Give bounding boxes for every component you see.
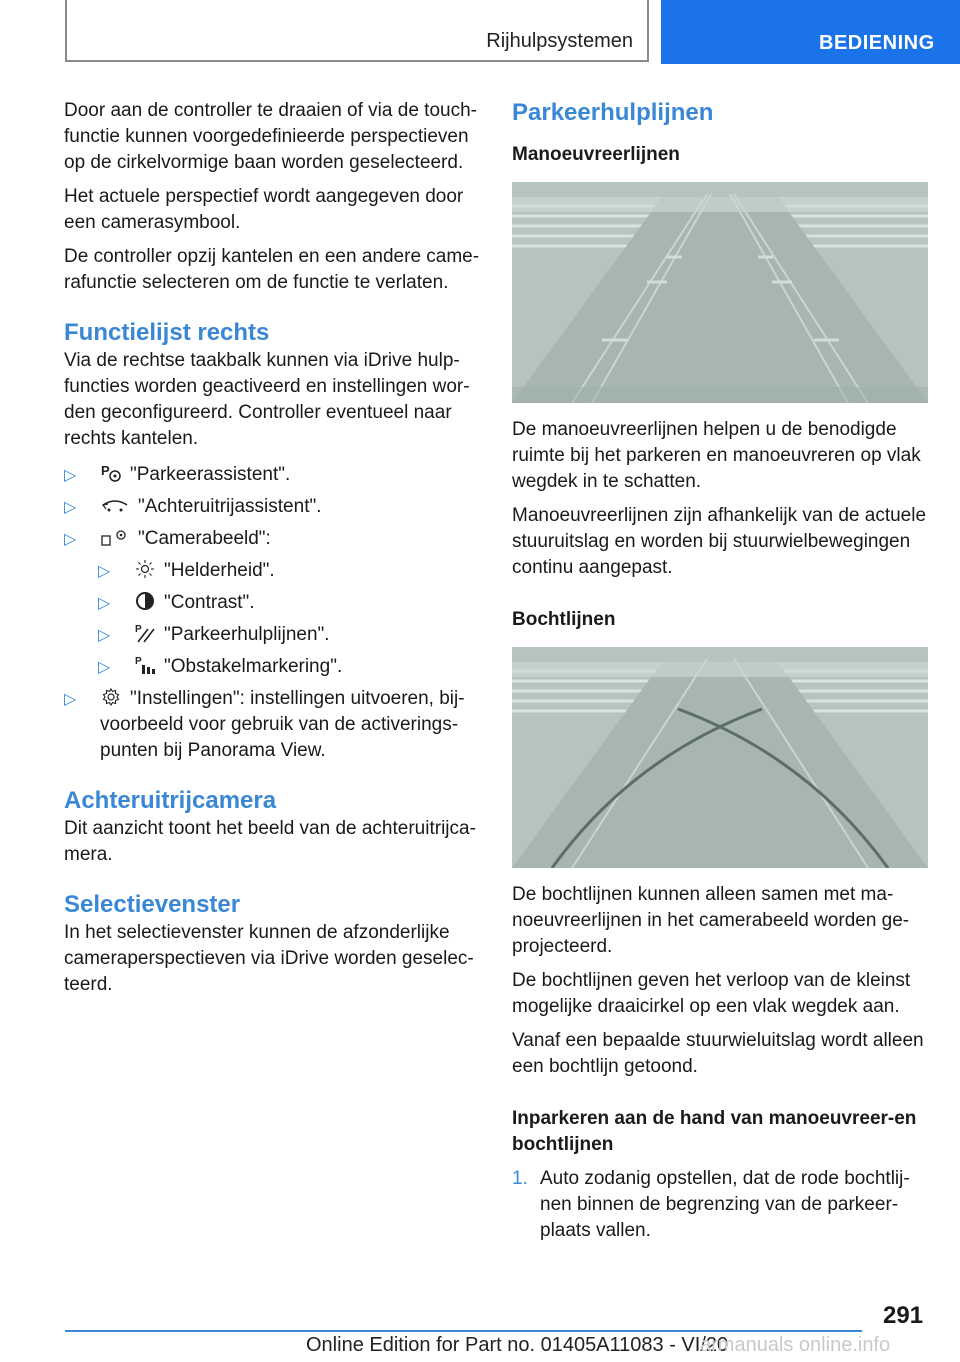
- parking-assistant-icon: [100, 463, 122, 483]
- manoeuvre-lines-illustration: [512, 182, 928, 403]
- heading-selectievenster: Selectievenster: [64, 891, 241, 918]
- heading-inparkeren: Inparkeren aan de hand van manoeuvreer-en bochtlijnen: [512, 1108, 917, 1155]
- curve-lines-illustration: [512, 647, 928, 868]
- intro-paragraph: Het actuele perspectief wordt aangegeven door een camerasymbool.: [64, 186, 464, 233]
- svg-text:P: P: [101, 463, 110, 478]
- camera-paragraph: Dit aanzicht toont het beeld van de achteruitrijca-mera.: [64, 818, 476, 865]
- list-item: [64, 494, 484, 520]
- header-chapter-tab: [661, 0, 960, 64]
- gear-icon: [100, 687, 122, 707]
- bullet-marker: ▷: [64, 467, 77, 484]
- camera-view-icon: [100, 527, 130, 547]
- bullet-marker: ▷: [98, 595, 111, 612]
- step-text: Auto zodanig opstellen, dat de rode bochtlij-nen binnen de begrenzing van de parkeer-plaats vallen.: [540, 1168, 910, 1241]
- obstacle-marking-icon: [134, 655, 156, 675]
- list-item: [64, 526, 484, 552]
- bullet-marker: ▷: [98, 563, 111, 580]
- bocht-paragraph: Vanaf een bepaalde stuurwieluitslag wordt alleen een bochtlijn getoond.: [512, 1030, 924, 1077]
- heading-manoeuvreerlijnen: Manoeuvreerlijnen: [512, 144, 680, 165]
- bullet-marker: ▷: [64, 499, 77, 516]
- list-item: [98, 590, 484, 616]
- list-item: [98, 622, 484, 648]
- footer-divider: [65, 1330, 862, 1332]
- manoeuvre-paragraph: Manoeuvreerlijnen zijn afhankelijk van de actuele stuuruitslag en worden bij stuurwielbewegingen continu aangepast.: [512, 505, 927, 578]
- list-item: [64, 686, 484, 764]
- list-item-text: "Parkeerhulplijnen".: [164, 624, 330, 645]
- heading-functielijst: Functielijst rechts: [64, 319, 270, 346]
- heading-achteruitrijcamera: Achteruitrijcamera: [64, 787, 277, 814]
- list-item-text: "Instellingen": instellingen uitvoeren, bij-voorbeeld voor gebruik van de activerings-punten bij Panorama View.: [100, 688, 465, 761]
- brightness-icon: [134, 559, 156, 579]
- heading-parkeerhulplijnen: Parkeerhulplijnen: [512, 99, 714, 126]
- header-chapter-title: BEDIENING: [819, 32, 935, 54]
- bullet-marker: ▷: [64, 691, 77, 708]
- select-paragraph: In het selectievenster kunnen de afzonderlijke cameraperspectieven via iDrive worden geselec-teerd.: [64, 922, 474, 995]
- functielijst-paragraph: Via de rechtse taakbalk kunnen via iDrive hulp-functies worden geactiveerd en instellingen wor-den geconfigureerd. Controller eventueel naar rechts kantelen.: [64, 350, 470, 449]
- bocht-paragraph: De bochtlijnen kunnen alleen samen met ma-noeuvreerlijnen in het camerabeeld worden ge-projecteerd.: [512, 884, 910, 957]
- svg-text:P: P: [135, 624, 142, 635]
- bullet-marker: ▷: [98, 659, 111, 676]
- list-item: [98, 654, 484, 680]
- footer-edition: Online Edition for Part no. 01405A11083 - VI/20: [306, 1334, 729, 1356]
- intro-paragraph: De controller opzij kantelen en een andere came-rafunctie selecteren om de functie te verlaten.: [64, 246, 480, 293]
- list-item: [98, 558, 484, 584]
- step-item: [512, 1166, 932, 1244]
- bullet-marker: ▷: [98, 627, 111, 644]
- watermark: armanuals online.info: [700, 1334, 891, 1356]
- header-section-title: Rijhulpsystemen: [486, 30, 633, 52]
- heading-bochtlijnen: Bochtlijnen: [512, 609, 616, 630]
- parking-lines-icon: [134, 623, 156, 643]
- list-item-text: "Achteruitrijassistent".: [138, 496, 322, 517]
- list-item-text: "Obstakelmarkering".: [164, 656, 343, 677]
- reverse-assistant-icon: [100, 495, 130, 515]
- intro-paragraph: Door aan de controller te draaien of via de touch-functie kunnen voorgedefinieerde perspectieven op de cirkelvormige baan worden geselecteerd.: [64, 100, 477, 173]
- page-number: 291: [883, 1302, 924, 1329]
- list-item: [64, 462, 484, 488]
- right-column: [512, 98, 932, 1250]
- contrast-icon: [134, 591, 156, 611]
- left-column: [64, 98, 484, 1006]
- list-item-text: "Helderheid".: [164, 560, 275, 581]
- step-number: 1.: [512, 1168, 528, 1189]
- list-item-text: "Contrast".: [164, 592, 255, 613]
- bullet-marker: ▷: [64, 531, 77, 548]
- list-item-text: "Camerabeeld":: [138, 528, 271, 549]
- list-item-text: "Parkeerassistent".: [130, 464, 291, 485]
- manoeuvre-paragraph: De manoeuvreerlijnen helpen u de benodigde ruimte bij het parkeren en manoeuvreren op vlak wegdek in te schatten.: [512, 419, 921, 492]
- header-section-box: [65, 0, 649, 62]
- svg-text:P: P: [135, 656, 142, 667]
- bocht-paragraph: De bochtlijnen geven het verloop van de kleinst mogelijke draaicirkel op een vlak wegdek aan.: [512, 970, 911, 1017]
